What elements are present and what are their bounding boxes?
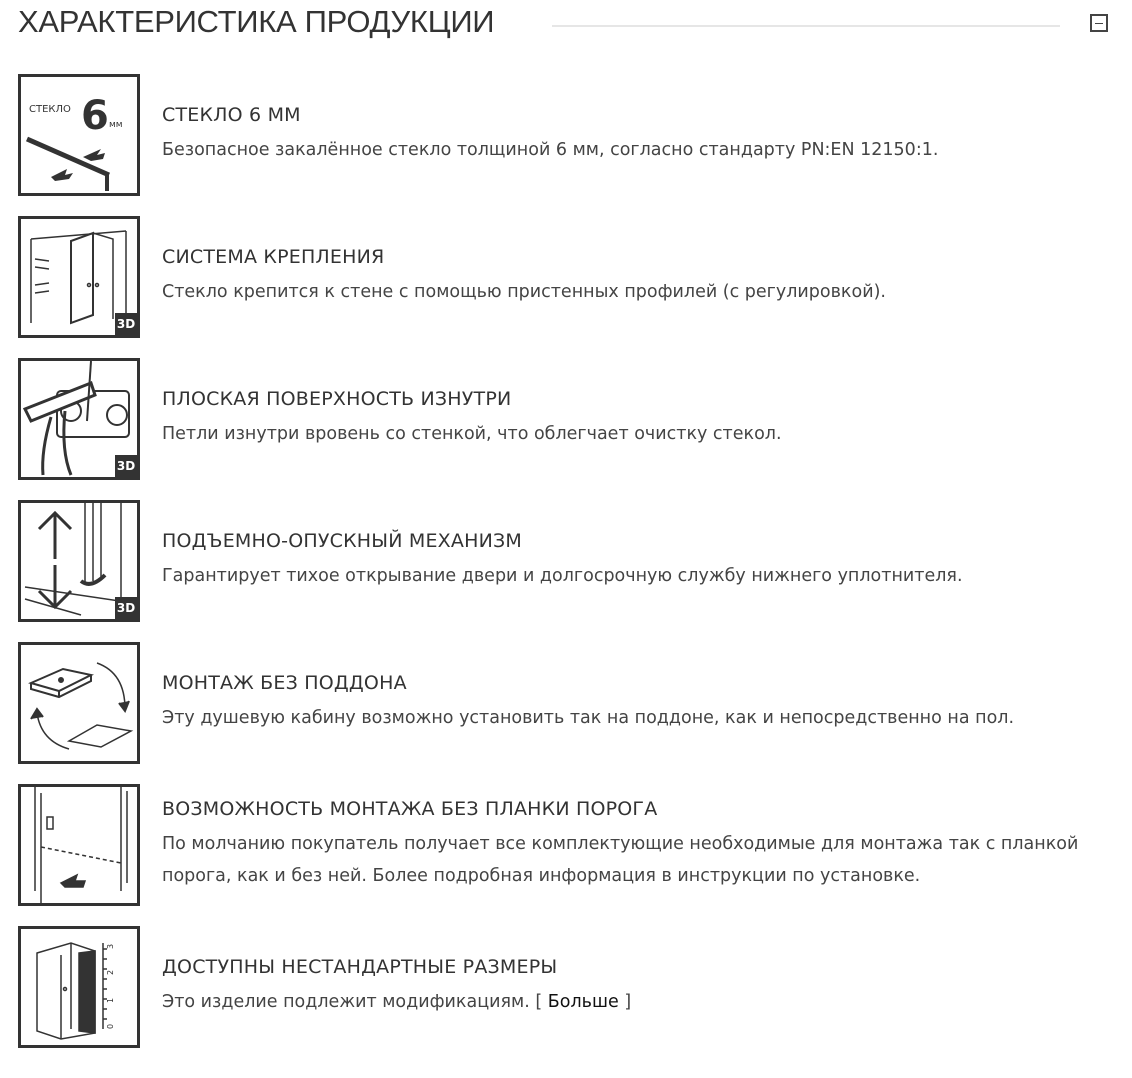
section-title: ХАРАКТЕРИСТИКА ПРОДУКЦИИ bbox=[18, 4, 495, 39]
feature-title: МОНТАЖ БЕЗ ПОДДОНА bbox=[162, 672, 407, 694]
3d-badge: 3D bbox=[115, 597, 137, 619]
feature-item bbox=[18, 642, 1118, 764]
feature-item bbox=[18, 216, 1118, 338]
feature-desc: Эту душевую кабину возможно установить так на поддоне, как и непосредственно на пол. bbox=[162, 708, 1015, 728]
feature-desc: Стекло крепится к стене с помощью пристенных профилей (с регулировкой). bbox=[162, 282, 886, 302]
feature-item bbox=[18, 784, 1118, 906]
3d-badge: 3D bbox=[115, 313, 137, 335]
3d-badge: 3D bbox=[115, 455, 137, 477]
no-threshold-icon bbox=[18, 784, 140, 906]
feature-title: ВОЗМОЖНОСТЬ МОНТАЖА БЕЗ ПЛАНКИ ПОРОГА bbox=[162, 798, 658, 820]
minus-square-icon[interactable] bbox=[1090, 14, 1108, 32]
mounting-system-icon bbox=[18, 216, 140, 338]
feature-title: ПОДЪЕМНО-ОПУСКНЫЙ МЕХАНИЗМ bbox=[162, 530, 522, 552]
flat-surface-icon bbox=[18, 358, 140, 480]
feature-item bbox=[18, 358, 1118, 480]
feature-title: ПЛОСКАЯ ПОВЕРХНОСТЬ ИЗНУТРИ bbox=[162, 388, 512, 410]
feature-item bbox=[18, 926, 1118, 1048]
svg-text:3: 3 bbox=[106, 943, 115, 949]
feature-desc: Петли изнутри вровень со стенкой, что облегчает очистку стекол. bbox=[162, 424, 782, 444]
svg-text:0: 0 bbox=[106, 1023, 115, 1029]
feature-title: ДОСТУПНЫ НЕСТАНДАРТНЫЕ РАЗМЕРЫ bbox=[162, 956, 558, 978]
feature-item bbox=[18, 500, 1118, 622]
feature-title: СИСТЕМА КРЕПЛЕНИЯ bbox=[162, 246, 385, 268]
more-link[interactable]: Больше bbox=[547, 992, 619, 1012]
feature-desc: Это изделие подлежит модификациям. [ Больше ] bbox=[162, 992, 632, 1012]
svg-text:мм: мм bbox=[109, 120, 123, 130]
feature-desc: По молчанию покупатель получает все комплектующие необходимые для монтажа так с планкой порога, как и без ней. Более подробная информация в инструкции по установке. bbox=[162, 834, 1079, 886]
feature-item bbox=[18, 74, 1118, 196]
feature-desc: Безопасное закалённое стекло толщиной 6 мм, согласно стандарту PN:EN 12150:1. bbox=[162, 140, 939, 160]
divider bbox=[552, 25, 1060, 27]
svg-text:СТЕКЛО: СТЕКЛО bbox=[29, 104, 71, 115]
lift-mechanism-icon bbox=[18, 500, 140, 622]
svg-text:1: 1 bbox=[106, 997, 115, 1003]
feature-desc: Гарантирует тихое открывание двери и долгосрочную службу нижнего уплотнителя. bbox=[162, 566, 963, 586]
svg-text:6: 6 bbox=[81, 93, 109, 139]
svg-text:2: 2 bbox=[106, 969, 115, 975]
feature-title: СТЕКЛО 6 ММ bbox=[162, 104, 301, 126]
glass-thickness-icon bbox=[18, 74, 140, 196]
custom-size-icon bbox=[18, 926, 140, 1048]
no-tray-install-icon bbox=[18, 642, 140, 764]
